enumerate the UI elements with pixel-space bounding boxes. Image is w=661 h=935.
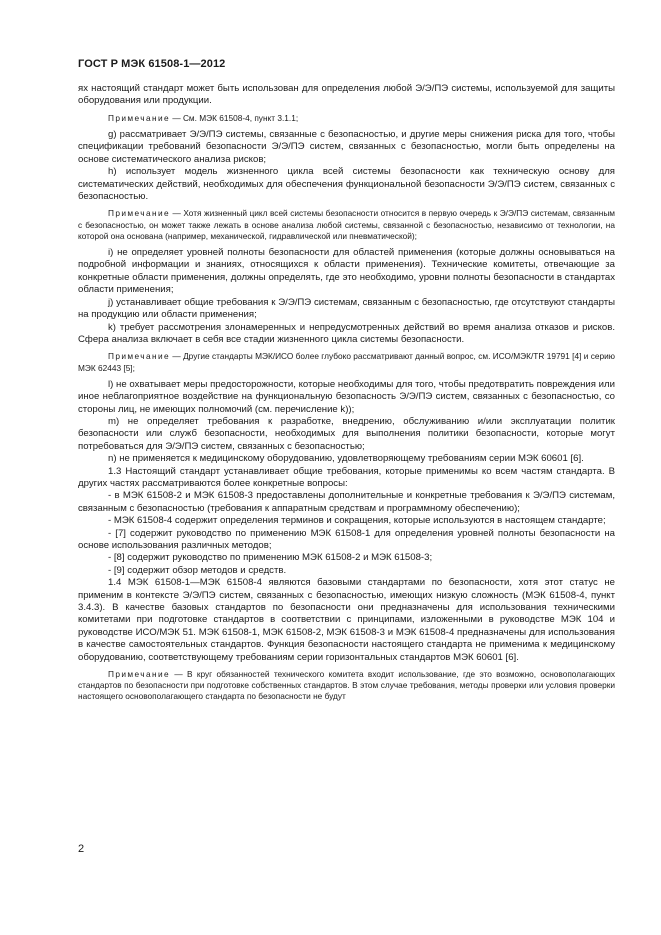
note-label: Примечание: [108, 669, 171, 680]
note-text: — Хотя жизненный цикл всей системы безопасности относится в первую очередь к Э/Э/ПЭ системам, связанным с безопасностью, он может также лежать в основе анализа любой системы, связанной с безопасностью, независимо от технологии, на которой она основана (например, механической, гидравлической или пневматической);: [78, 208, 615, 241]
document-header: ГОСТ Р МЭК 61508-1—2012: [78, 58, 226, 70]
note-text: — Другие стандарты МЭК/ИСО более глубоко рассматривают данный вопрос, см. ИСО/МЭК/TR 19791 [4] и серию МЭК 62443 [5];: [78, 351, 615, 373]
note-text: — В круг обязанностей технического комитета входит использование, где это возможно, основополагающих стандартов по безопасности при подготовке собственных стандартов. В этом случае требования, методы проверки или условия проверки настоящего основополагающего стандарта по безопасности не будут: [78, 669, 615, 702]
note-label: Примечание: [108, 208, 171, 219]
list-item-g: g) рассматривает Э/Э/ПЭ системы, связанные с безопасностью, и другие меры снижения риска для того, чтобы спецификации требований безопасности Э/Э/ПЭ систем, связанных с безопасностью, могли быть определены на основе систематического анализа рисков;: [78, 129, 615, 165]
bullet-ref-7: - [7] содержит руководство по применению МЭК 61508-1 для определения уровней полноты безопасности на основе использования различных методов;: [78, 527, 615, 551]
bullet-ref-8: - [8] содержит руководство по применению МЭК 61508-2 и МЭК 61508-3;: [108, 552, 433, 564]
note-text: — См. МЭК 61508-4, пункт 3.1.1;: [170, 112, 299, 123]
list-item-j: j) устанавливает общие требования к Э/Э/ПЭ системам, связанным с безопасностью, где отсутствуют стандарты на продукцию или области применения;: [78, 296, 615, 321]
bullet-iec-61508-4: - МЭК 61508-4 содержит определения терминов и сокращения, которые используются в настоящем стандарте;: [108, 515, 606, 527]
list-item-k: k) требует рассмотрения злонамеренных и непредусмотренных действий во время анализа отказов и рисков. Сфера анализа включает в себя все стадии жизненного цикла системы безопасности.: [78, 321, 615, 345]
note-technical-committee: [78, 669, 615, 703]
list-item-l: l) не охватывает меры предосторожности, которые необходимы для того, чтобы предотвратить повреждения или иное неблагоприятное воздействие на функциональную безопасность Э/Э/ПЭ систем, связанных с безопасностью, со стороны лиц, не имеющих полномочий (см. перечисление k));: [78, 378, 615, 415]
list-item-m: m) не определяет требования к разработке, внедрению, обслуживанию и/или эксплуатации политик безопасности или служб безопасности, необходимых для выполнения политики безопасности, которые могут потребоваться для Э/Э/ПЭ систем, связанных с безопасностью;: [78, 415, 615, 452]
note-lifecycle: [78, 208, 615, 242]
note-other-standards: [78, 351, 615, 373]
note-label: Примечание: [108, 112, 171, 123]
clause-1-4: 1.4 МЭК 61508-1—МЭК 61508-4 являются базовыми стандартами по безопасности, хотя этот статус не применим в контексте Э/Э/ПЭ систем, связанных с безопасностью, имеющих низкую сложность (МЭК 61508-4, пункт 3.4.3). В качестве базовых стандартов по безопасности они предназначены для использования техническими комитетами при подготовке стандартов в соответствии с принципами, изложенными в руководстве МЭК 104 и руководстве ИСО/МЭК 51. МЭК 61508-1, МЭК 61508-2, МЭК 61508-3 и МЭК 61508-4 предназначены для использования в качестве самостоятельных стандартов. Функция безопасности настоящего стандарта не применима к медицинскому оборудованию, соответствующему требованиям серии горизонтальных стандартов МЭК 60601 [6].: [78, 577, 615, 663]
page-number: 2: [78, 843, 85, 855]
list-item-i: i) не определяет уровней полноты безопасности для областей применения (которые должны основываться на подробной информации и знаниях, относящихся к области применения). Технические комитеты, отвечающие за конкретные области применения, должны определять, где это необходимо, уровни полноты безопасности в стандартах области применения;: [78, 247, 615, 296]
list-item-h: h) использует модель жизненного цикла всей системы безопасности как техническую основу для систематических действий, необходимых для обеспечения функциональной безопасности Э/Э/ПЭ систем, связанных с безопасностью.: [78, 166, 615, 203]
note-see-iec-61508-4: [78, 113, 615, 124]
note-label: Примечание: [108, 351, 171, 362]
list-item-n: n) не применяется к медицинскому оборудованию, удовлетворяющему требованиям серии МЭК 60601 [6].: [108, 453, 584, 465]
clause-1-3: 1.3 Настоящий стандарт устанавливает общие требования, которые применимы ко всем частям стандарта. В других частях рассматриваются более конкретные вопросы:: [78, 465, 615, 489]
bullet-iec-61508-2-3: - в МЭК 61508-2 и МЭК 61508-3 предоставлены дополнительные и конкретные требования к Э/Э/ПЭ системам, связанным с безопасностью (требования к аппаратным средствам и программному обеспечению);: [78, 490, 615, 514]
bullet-ref-9: - [9] содержит обзор методов и средств.: [108, 564, 287, 576]
document-page: [78, 58, 615, 708]
paragraph-1-continuation: ях настоящий стандарт может быть использован для определения любой Э/Э/ПЭ системы, используемой для защиты оборудования или продукции.: [78, 83, 615, 107]
